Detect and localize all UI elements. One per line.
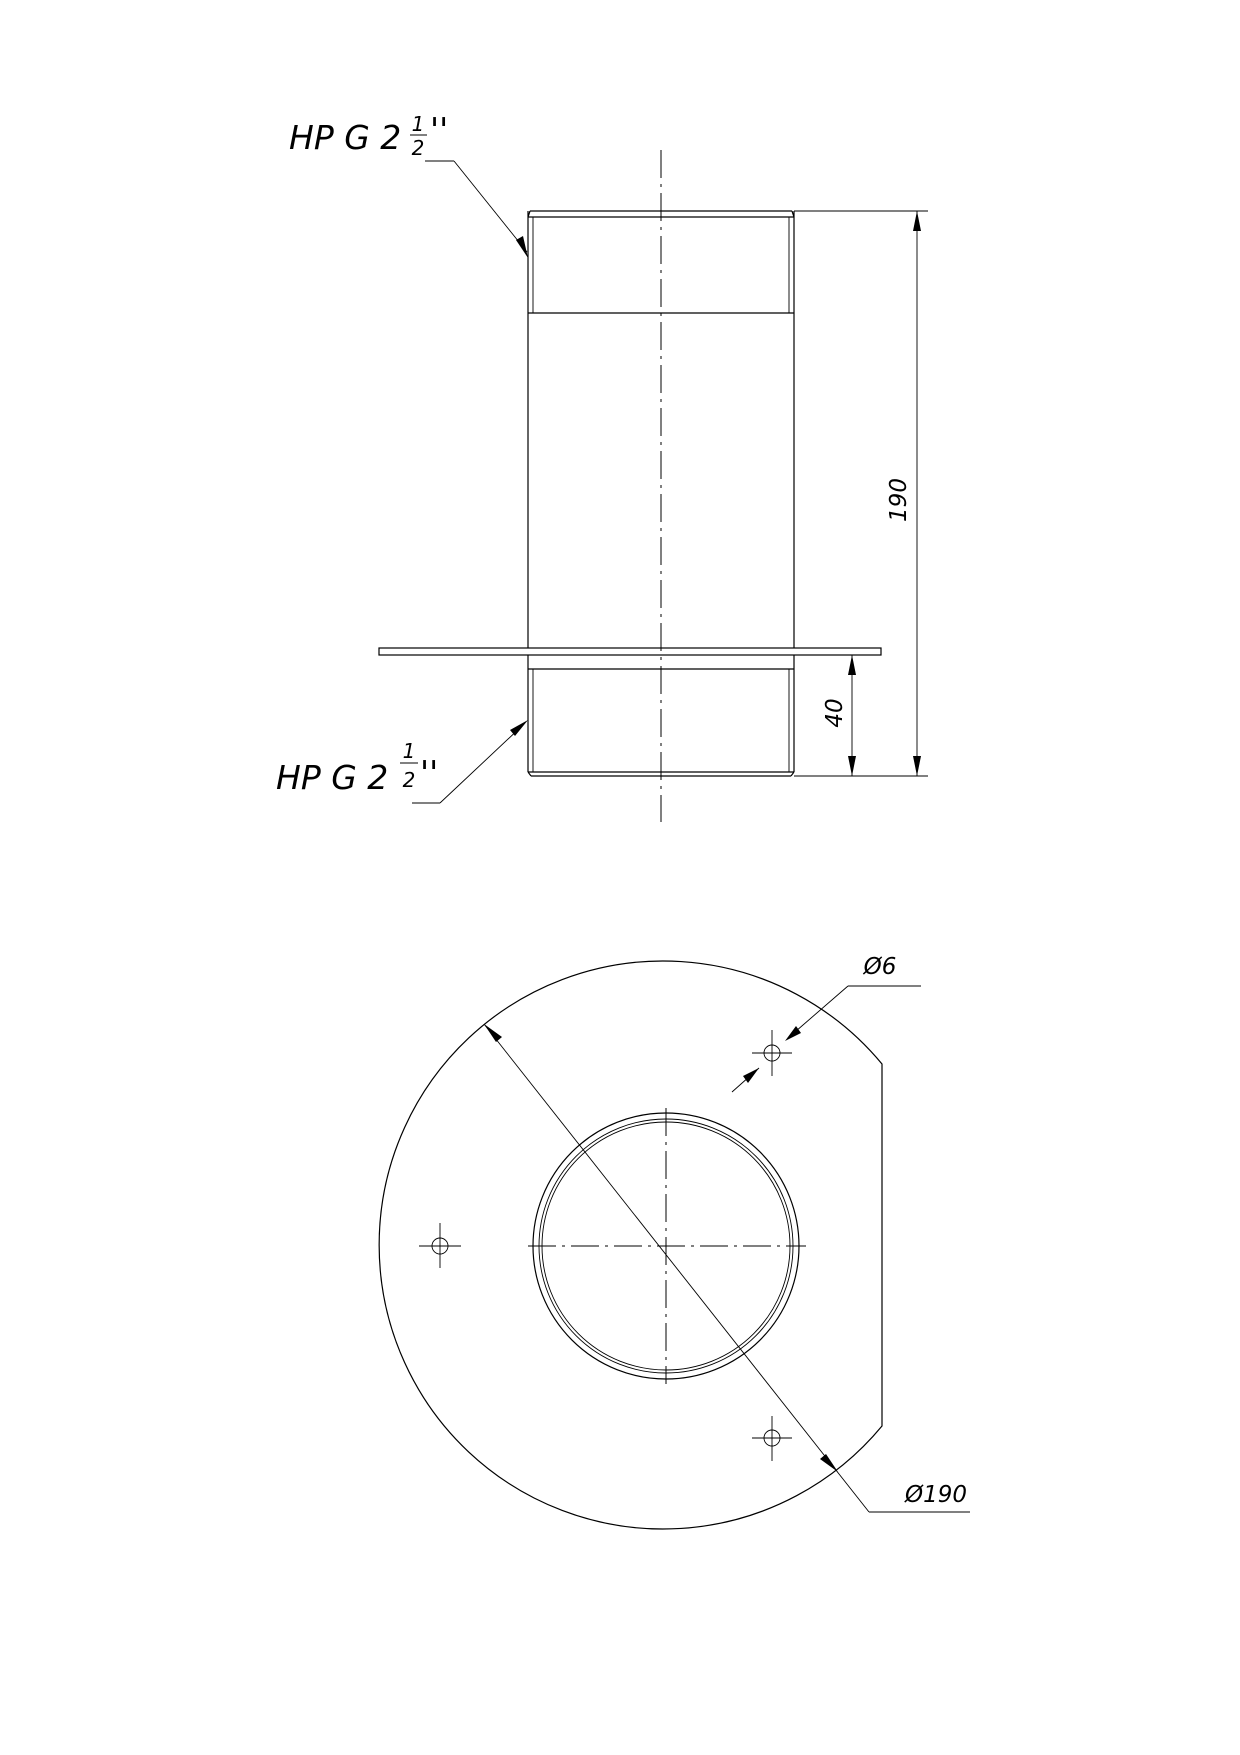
dimension-190-value: 190 xyxy=(886,478,912,522)
thread-callout-top-numerator: 1 xyxy=(411,112,425,136)
dimension-40-value: 40 xyxy=(822,698,848,728)
thread-callout-bottom-prefix: HP G 2 xyxy=(276,758,389,797)
thread-callout-bottom-numerator: 1 xyxy=(402,739,416,763)
thread-callout-top-prefix: HP G 2 xyxy=(289,118,402,157)
bolt-hole-left xyxy=(419,1223,461,1268)
thread-callout-top-inch: '' xyxy=(430,110,449,149)
dimension-flange-diameter xyxy=(484,1024,970,1512)
side-view xyxy=(276,110,928,822)
thread-callout-top-denominator: 2 xyxy=(411,136,425,160)
thread-callout-top xyxy=(289,110,528,258)
flange-plate xyxy=(379,648,881,655)
dimension-40 xyxy=(794,655,870,776)
dimension-190 xyxy=(794,211,928,776)
thread-callout-bottom-denominator: 2 xyxy=(402,768,416,792)
dimension-hole-diameter-value: Ø6 xyxy=(863,954,897,980)
plan-view xyxy=(379,954,970,1529)
thread-callout-bottom-inch: '' xyxy=(420,753,439,792)
flange-outline xyxy=(379,961,882,1529)
dimension-hole-diameter xyxy=(732,954,921,1092)
dimension-flange-diameter-value: Ø190 xyxy=(904,1482,968,1508)
bolt-hole-bottom-right xyxy=(752,1416,792,1461)
thread-callout-bottom xyxy=(276,720,528,803)
